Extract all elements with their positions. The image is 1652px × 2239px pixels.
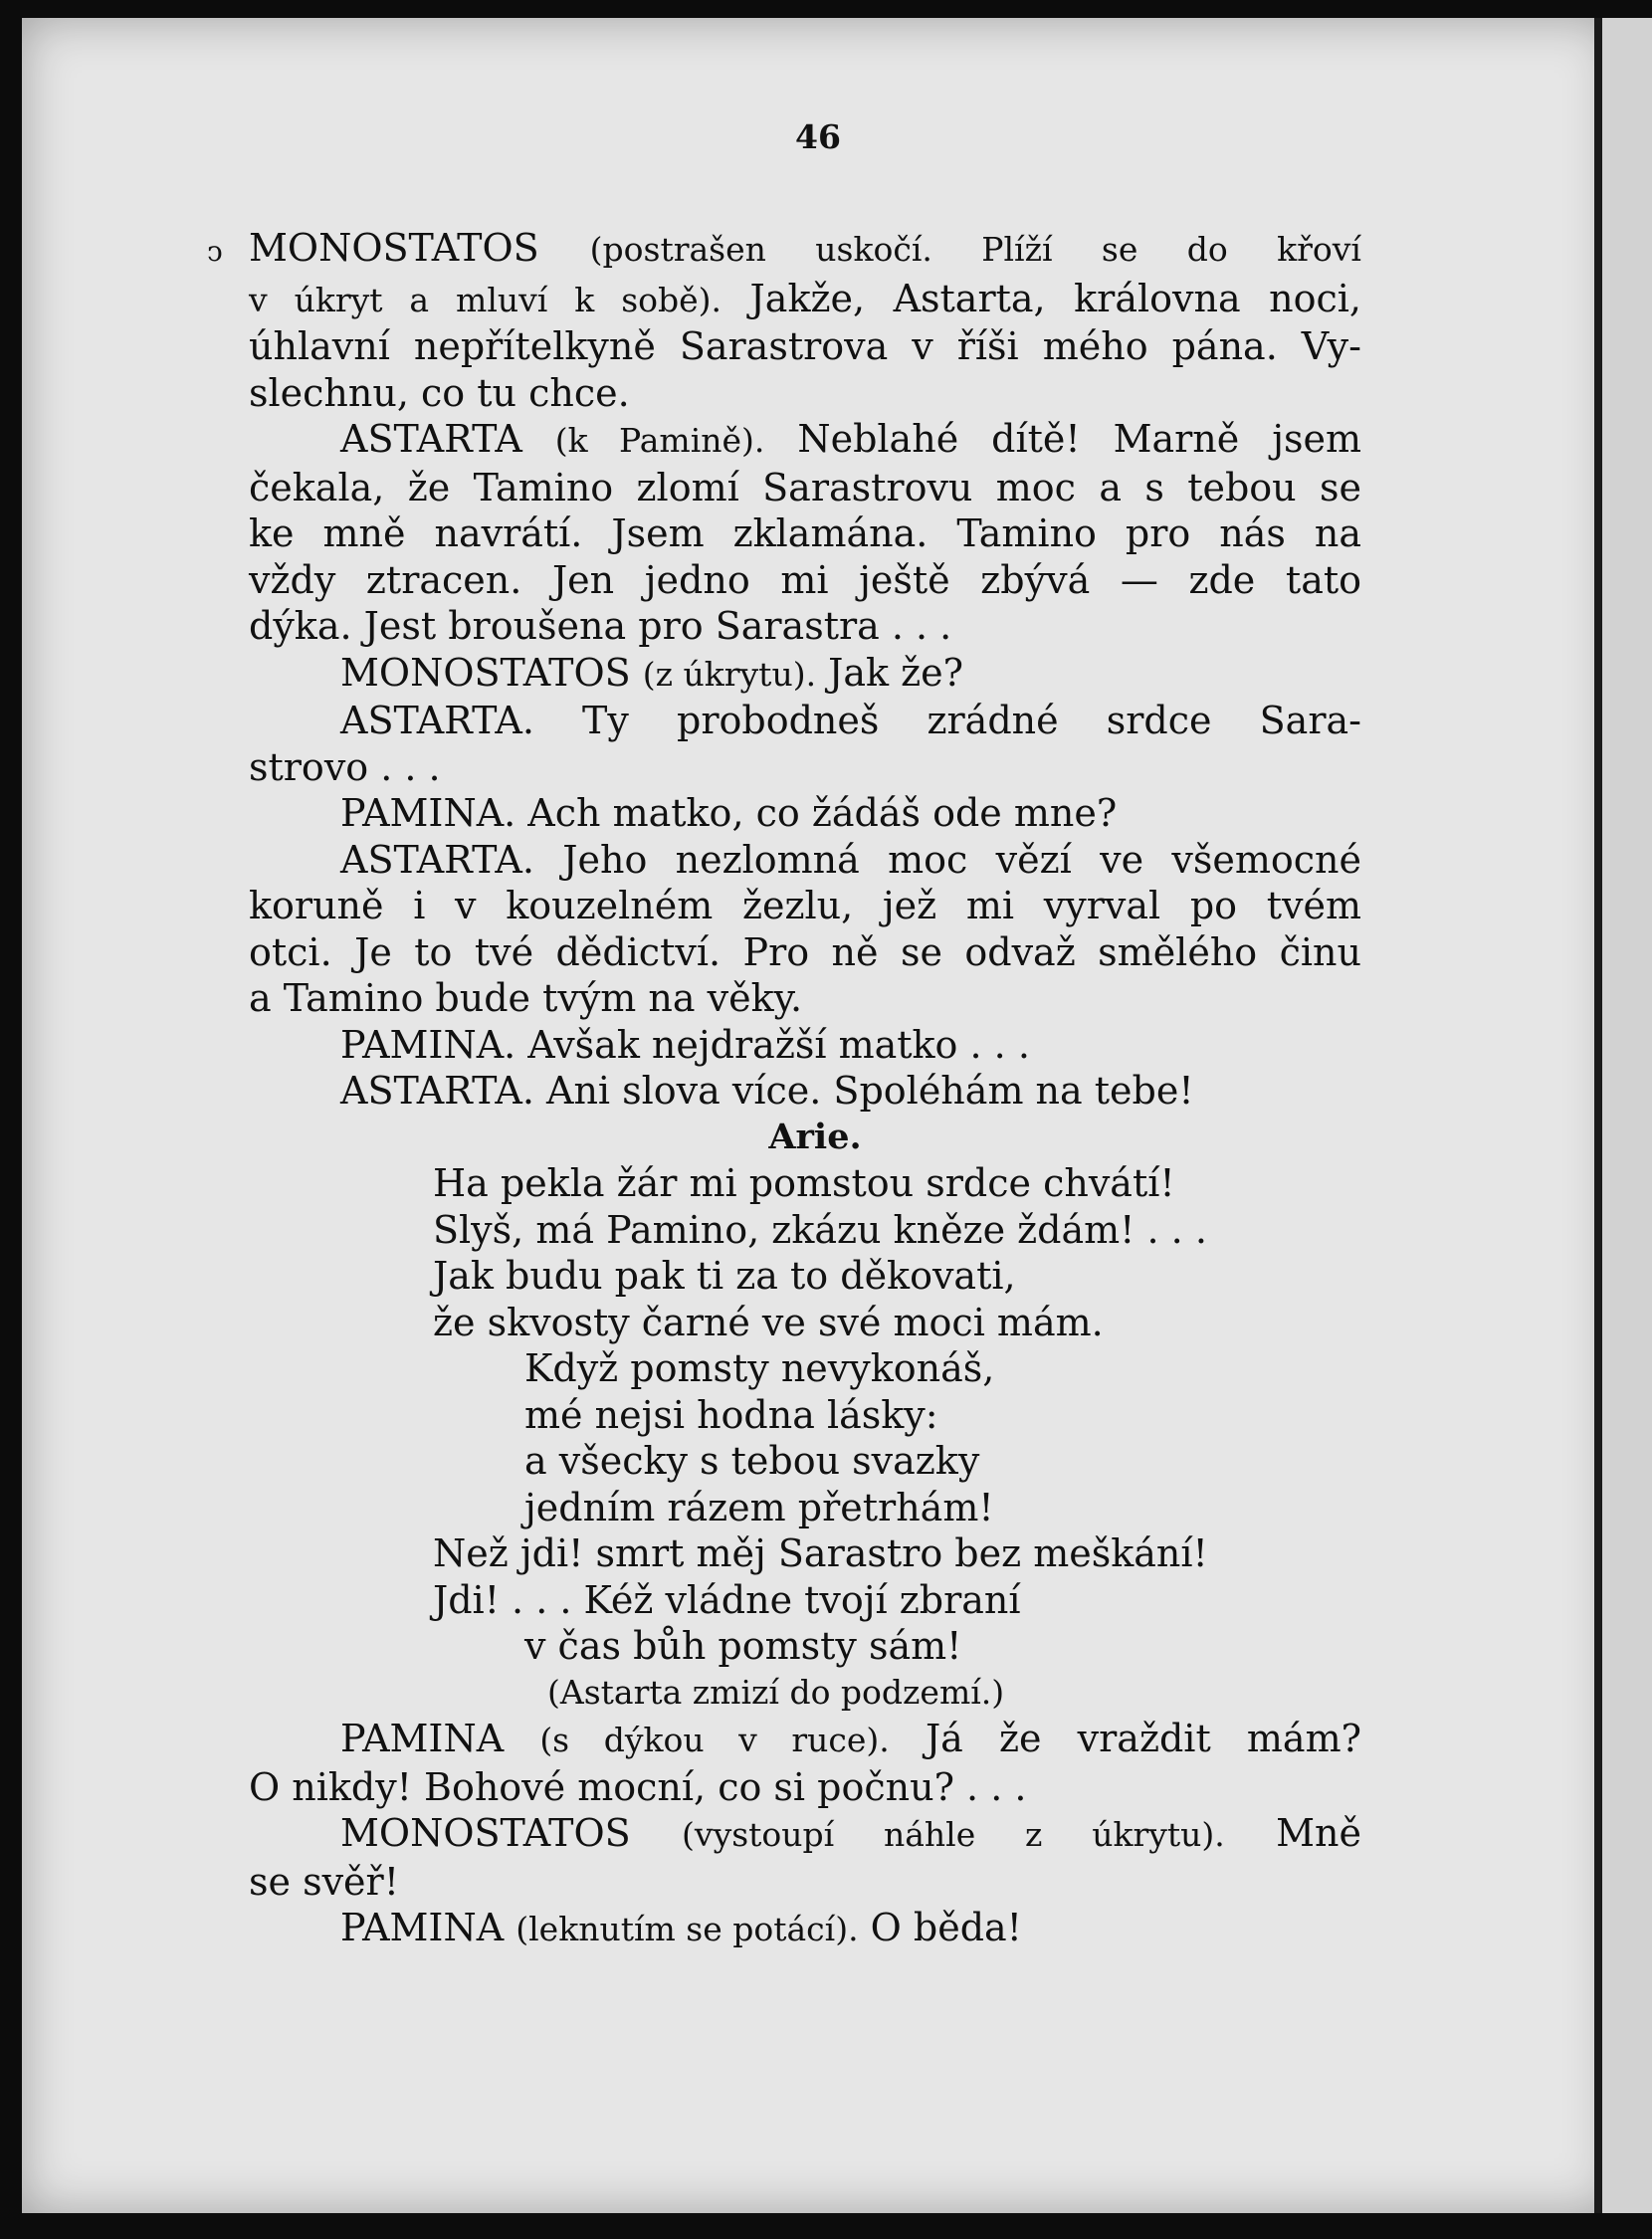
paragraph-astarta-3: ASTARTA. Jeho nezlomná moc vězí ve všemocné — [340, 837, 1361, 882]
speaker: MONOSTATOS — [340, 650, 631, 695]
stage-direction: (z úkrytu). — [642, 654, 817, 694]
paragraph-pamina-3: PAMINA (s dýkou v ruce). Já že vraždit mám? — [340, 1717, 1361, 1760]
page-text — [207, 225, 1362, 1953]
text-line: otci. Je to tvé dědictví. Pro ně se odvaž smělého činu — [249, 929, 1361, 974]
book-page — [22, 18, 1614, 2213]
paragraph-monostatos-3: MONOSTATOS (vystoupí náhle z úkrytu). Mně — [340, 1811, 1361, 1855]
text-line: čekala, že Tamino zlomí Sarastrovu moc a s tebou se — [249, 465, 1361, 509]
paragraph-pamina-4: PAMINA (leknutím se potácí). O běda! — [340, 1906, 1022, 1949]
speaker: MONOSTATOS — [249, 226, 539, 270]
verse-line: mé nejsi hodna lásky: — [524, 1392, 938, 1437]
verse-line: Jdi! . . . Kéž vládne tvojí zbraní — [433, 1577, 1021, 1622]
paragraph-monostatos-1 — [207, 225, 1361, 276]
aria-verse — [249, 1160, 1361, 1670]
text-line: vždy ztracen. Jen jedno mi ještě zbývá — zde tato — [249, 557, 1361, 602]
paragraph-pamina-1: PAMINA. Ach matko, co žádáš ode mne? — [340, 791, 1118, 835]
verse-line: a všecky s tebou svazky — [524, 1439, 980, 1483]
speaker: MONOSTATOS — [340, 1811, 631, 1855]
verse-line: že skvosty čarné ve své moci mám. — [433, 1300, 1104, 1344]
paragraph-astarta-4: ASTARTA. Ani slova více. Spoléhám na tebe! — [340, 1069, 1194, 1113]
stage-direction: (leknutím se potácí). — [516, 1910, 859, 1948]
text-line: a Tamino bude tvým na věky. — [249, 976, 803, 1020]
text-line: dýka. Jest broušena pro Sarastra . . . — [249, 604, 952, 648]
paragraph-astarta-1: ASTARTA (k Pamině). Neblahé dítě! Marně jsem — [340, 417, 1361, 461]
text-line: v úkryt a mluví k sobě). Jakže, Astarta, královna noci, — [249, 276, 1362, 320]
stage-direction: v úkryt a mluví k sobě). — [249, 280, 723, 319]
ornament-mark: ↄ — [207, 235, 223, 268]
paragraph-pamina-2: PAMINA. Avšak nejdražší matko . . . — [340, 1022, 1030, 1067]
page-binding-edge — [1594, 18, 1652, 2213]
speaker: PAMINA. — [340, 1022, 516, 1067]
verse-line: Slyš, má Pamino, zkázu kněze ždám! . . . — [433, 1207, 1207, 1252]
text-line: strovo . . . — [249, 744, 441, 789]
verse-line: Jak budu pak ti za to děkovati, — [433, 1254, 1016, 1298]
verse-line: Ha pekla žár mi pomstou srdce chvátí! — [433, 1161, 1175, 1205]
stage-direction: (vystoupí náhle z úkrytu). — [682, 1815, 1225, 1854]
speaker: ASTARTA. — [340, 699, 534, 742]
text-line: ke mně navrátí. Jsem zklamána. Tamino pro nás na — [249, 511, 1361, 555]
verse-line: Když pomsty nevykonáš, — [524, 1346, 995, 1390]
speaker: ASTARTA. — [340, 1069, 534, 1113]
text-line: O nikdy! Bohové mocní, co si počnu? . . . — [249, 1764, 1027, 1809]
text-line: úhlavní nepřítelkyně Sarastrova v říši mého pána. Vy- — [249, 324, 1361, 368]
paragraph-monostatos-2: MONOSTATOS (z úkrytu). Jak že? — [340, 650, 964, 695]
speaker: PAMINA. — [340, 791, 516, 835]
speaker: ASTARTA — [340, 417, 522, 461]
verse-line: v čas bůh pomsty sám! — [524, 1624, 962, 1668]
speaker: PAMINA — [340, 1906, 505, 1949]
stage-direction-exit: (Astarta zmizí do podzemí.) — [547, 1672, 1005, 1712]
paragraph-astarta-2: ASTARTA. Ty probodneš zrádné srdce Sara- — [340, 699, 1361, 742]
aria-heading: Arie. — [768, 1116, 862, 1157]
speaker: ASTARTA. — [340, 837, 534, 882]
text-line: slechnu, co tu chce. — [249, 370, 630, 415]
page-number: 46 — [795, 117, 841, 156]
stage-direction: (s dýkou v ruce). — [539, 1721, 890, 1759]
stage-direction: (postrašen uskočí. Plíží se do křoví — [589, 230, 1361, 269]
verse-line: Než jdi! smrt měj Sarastro bez meškání! — [433, 1531, 1208, 1575]
speaker: PAMINA — [340, 1717, 505, 1760]
text-line: koruně i v kouzelném žezlu, jež mi vyrval po tvém — [249, 884, 1361, 927]
text-line: se svěř! — [249, 1859, 399, 1904]
verse-line: jedním rázem přetrhám! — [524, 1485, 994, 1529]
stage-direction: (k Pamině). — [554, 421, 765, 460]
